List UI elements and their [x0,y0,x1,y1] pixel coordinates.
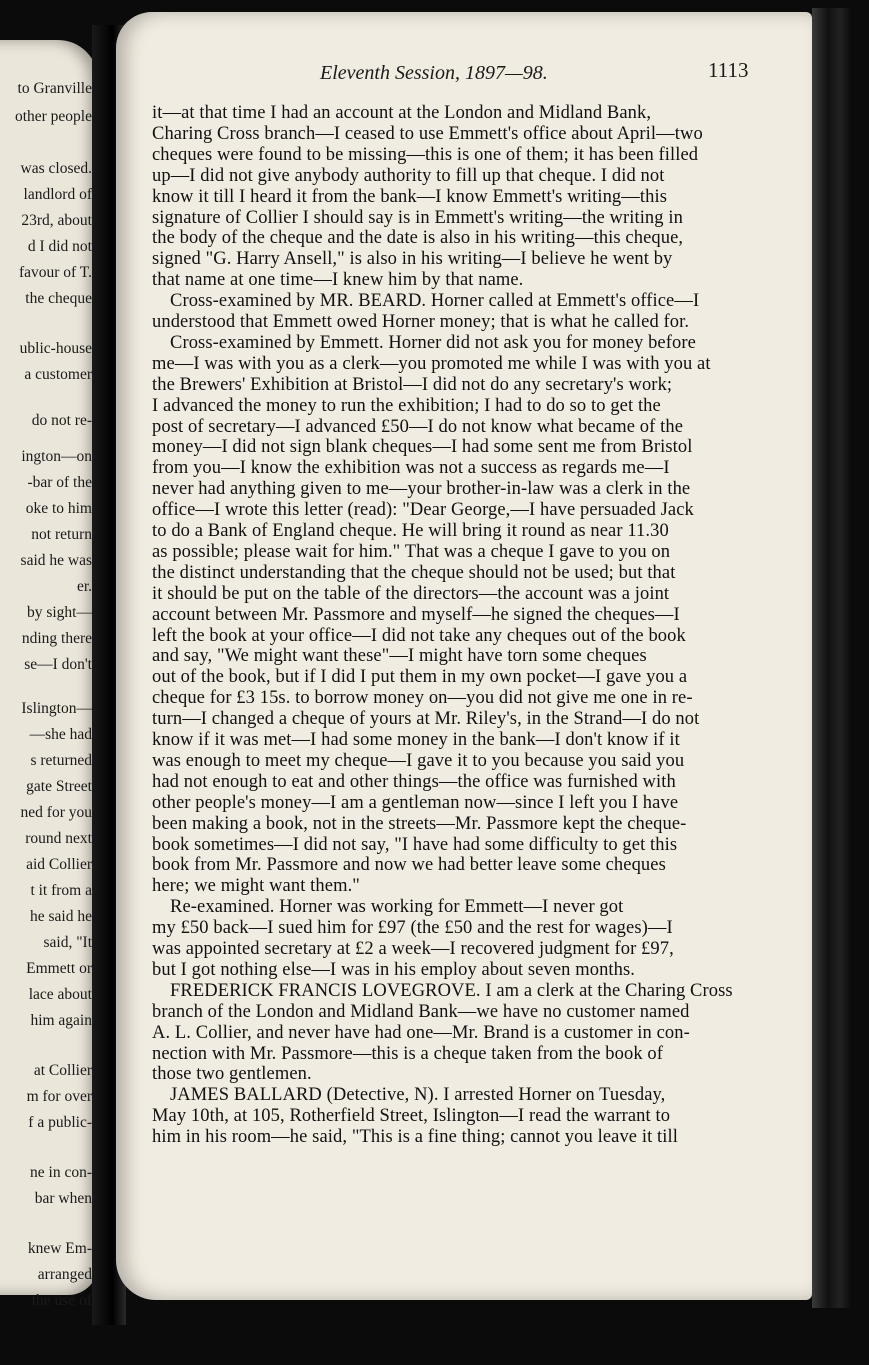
body-line: that name at one time—I knew him by that name. [152,270,524,291]
body-line: been making a book, not in the streets—Mr. Passmore kept the cheque- [152,813,687,834]
body-line: I advanced the money to run the exhibition; I had to do so to get the [152,395,661,416]
body-line: it—at that time I had an account at the London and Midland Bank, [152,103,652,123]
left-page-line: t it from a [30,882,92,899]
body-line: never had anything given to me—your brother-in-law was a clerk in the [152,479,691,500]
left-page-line: ington—on [21,448,92,465]
left-page-line: Islington— [21,700,92,717]
left-page-line: at Collier [33,1062,92,1079]
body-line: cheque for £3 15s. to borrow money on—you did not give me one in re- [152,688,693,709]
left-page-line: 23rd, about [21,212,92,229]
left-page-line: se—I don't [24,656,92,673]
body-line: was appointed secretary at £2 a week—I recovered judgment for £97, [152,939,674,959]
left-page-line: him again [30,1012,92,1029]
left-page-line: knew Em- [27,1240,92,1257]
left-page-line: oke to him [25,500,92,517]
left-page-line: not return [31,526,92,543]
left-page-line: other people [14,108,92,125]
left-page-line: landlord of [23,186,92,203]
left-page-line: ublic-house [19,340,92,357]
body-line: know if it was met—I had some money in the bank—I don't know if it [152,730,680,750]
left-page-line: the cheque [25,290,92,307]
left-page-line: lace about [28,986,92,1003]
body-line: Cross-examined by Emmett. Horner did not ask you for money before [170,332,696,353]
body-line: May 10th, at 105, Rotherfield Street, Islington—I read the warrant to [152,1106,671,1127]
left-page-line: ne in con- [30,1164,92,1181]
left-page [0,40,98,1309]
left-page-line: favour of T. [18,264,92,281]
body-line: up—I did not give anybody authority to fill up that cheque. I did not [152,165,665,186]
left-page-line: was closed. [20,160,92,177]
body-line: to do a Bank of England cheque. He will bring it round as near 11.30 [152,521,669,541]
left-page-line: er. [76,578,92,595]
left-page-line: do not re- [31,412,92,429]
body-line: office—I wrote this letter (read): "Dear George,—I have persuaded Jack [152,500,694,521]
left-page-line: d I did not [27,238,92,255]
body-line: Cross-examined by MR. BEARD. Horner called at Emmett's office—I [170,291,700,312]
body-line: nection with Mr. Passmore—this is a cheque taken from the book of [152,1043,664,1064]
page-edge [812,8,852,1308]
body-line: left the book at your office—I did not take any cheques out of the book [152,625,686,646]
body-line: post of secretary—I advanced £50—I do not know what became of the [152,416,684,437]
body-line: the Brewers' Exhibition at Bristol—I did not do any secretary's work; [152,374,673,395]
left-page-line: the use of [31,1292,92,1309]
body-line: know it till I heard it from the bank—I know Emmett's writing—this [152,186,668,207]
body-line: from you—I know the exhibition was not a success as regards me—I [152,458,670,479]
body-line: understood that Emmett owed Horner money; that is what he called for. [152,312,690,332]
body-line: it should be put on the table of the directors—the account was a joint [152,583,670,604]
body-line: and say, "We might want these"—I might have torn some cheques [152,646,647,667]
body-line: account between Mr. Passmore and myself—he signed the cheques—I [152,604,680,625]
left-page-line: said he was [20,552,92,569]
left-page-line: s returned [30,752,92,769]
left-page-line: bar when [34,1190,92,1207]
left-page-line: round next [25,830,92,847]
left-page-line: nding there [21,630,92,647]
left-page-line: to Granville [17,80,92,97]
body-line: out of the book, but if I did I put them in my own pocket—I gave you a [152,667,688,688]
body-line: Charing Cross branch—I ceased to use Emmett's office about April—two [152,123,703,144]
body-line: book sometimes—I did not say, "I have had some difficulty to get this [152,834,678,855]
body-line: Re-examined. Horner was working for Emmett—I never got [170,897,624,918]
left-page-line: Emmett or [26,960,92,977]
body-line: those two gentlemen. [152,1064,312,1085]
page-number: 1113 [708,58,749,82]
body-line: A. L. Collier, and never have had one—Mr. Brand is a customer in con- [152,1022,690,1043]
body-line: turn—I changed a cheque of yours at Mr. Riley's, in the Strand—I do not [152,709,700,730]
body-line: cheques were found to be missing—this is one of them; it has been filled [152,144,699,165]
left-page-line: said, "It [43,934,92,951]
body-line: him in his room—he said, "This is a fine thing; cannot you leave it till [152,1127,678,1148]
body-line: branch of the London and Midland Bank—we have no customer named [152,1001,690,1022]
body-line: was enough to meet my cheque—I gave it to you because you said you [152,750,685,771]
body-line: as possible; please wait for him." That was a cheque I gave to you on [152,541,671,562]
body-line: signed "G. Harry Ansell," is also in his writing—I believe he went by [152,249,673,270]
body-line: other people's money—I am a gentleman now—since I left you I have [152,792,679,813]
left-page-line: m for over [26,1088,92,1105]
left-page-line: aid Collier [26,856,92,873]
left-page-line: gate Street [26,778,92,795]
body-line: but I got nothing else—I was in his employ about seven months. [152,959,636,980]
body-line: the body of the cheque and the date is also in his writing—this cheque, [152,228,684,249]
left-page-line: ned for you [20,804,92,821]
body-line: FREDERICK FRANCIS LOVEGROVE. I am a clerk at the Charing Cross [170,980,733,1001]
body-line: here; we might want them." [152,876,360,897]
left-page-line: —she had [29,726,92,743]
body-line: money—I did not sign blank cheques—I had some sent me from Bristol [152,437,693,458]
body-line: book from Mr. Passmore and now we had better leave some cheques [152,855,666,876]
left-page-line: he said he [30,908,92,925]
left-page-line: a customer [24,366,92,383]
body-line: had not enough to eat and other things—the office was furnished with [152,771,676,792]
left-page-line: arranged [37,1266,92,1283]
body-line: signature of Collier I should say is in Emmett's writing—the writing in [152,207,683,228]
running-header: Eleventh Session, 1897—98. [320,62,548,84]
body-line: the distinct understanding that the cheque should not be used; but that [152,562,676,583]
body-line: my £50 back—I sued him for £97 (the £50 and the rest for wages)—I [152,918,673,939]
body-line: JAMES BALLARD (Detective, N). I arrested Horner on Tuesday, [170,1085,666,1106]
body-line: me—I was with you as a clerk—you promoted me while I was with you at [152,353,711,374]
left-page-line: f a public- [28,1114,92,1131]
left-page-line: -bar of the [27,474,92,491]
left-page-line: by sight— [26,604,92,621]
